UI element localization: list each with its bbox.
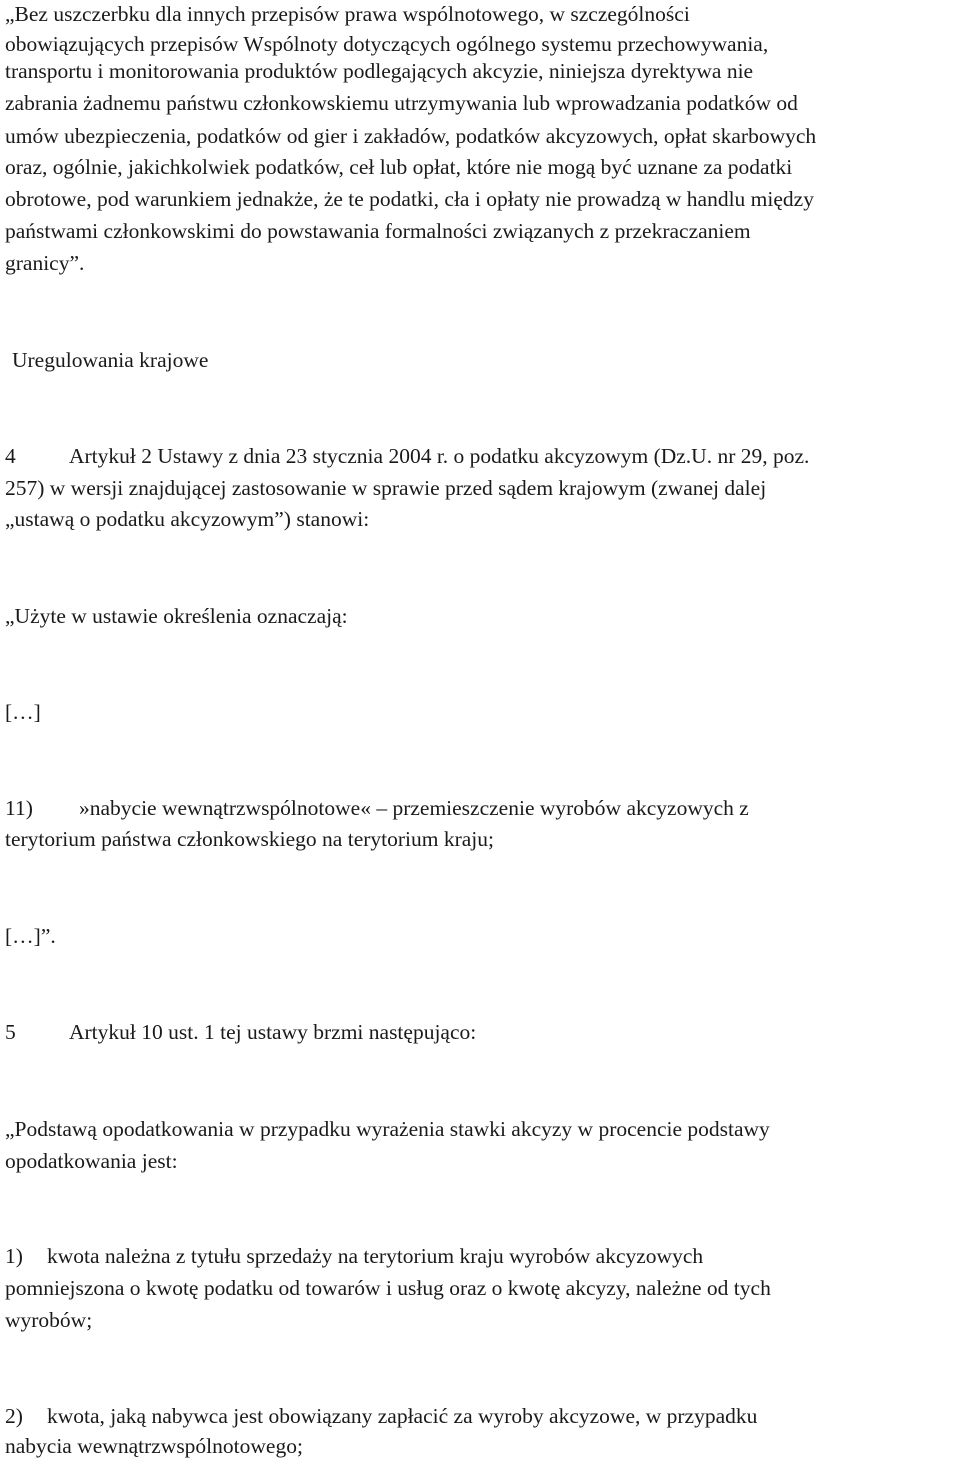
text-line: obrotowe, pod warunkiem jednakże, że te podatki, cła i opłaty nie prowadzą w handlu między (5, 187, 814, 211)
quote-intro: „Użyte w ustawie określenia oznaczają: (5, 604, 348, 628)
section-text: Artykuł 10 ust. 1 tej ustawy brzmi następująco: (69, 1020, 477, 1044)
text-line: terytorium państwa członkowskiego na terytorium kraju; (5, 827, 494, 851)
section-heading: Uregulowania krajowe (12, 348, 209, 372)
text-line: „Podstawą opodatkowania w przypadku wyrażenia stawki akcyzy w procencie podstawy (5, 1117, 770, 1141)
section-number: 5 (5, 1020, 16, 1044)
item-number: 1) (5, 1244, 23, 1268)
text-line: pomniejszona o kwotę podatku od towarów i usług oraz o kwotę akcyzy, należne od tych (5, 1276, 771, 1300)
text-line: transportu i monitorowania produktów podlegających akcyzie, niniejsza dyrektywa nie (5, 59, 754, 83)
item-text: kwota, jaką nabywca jest obowiązany zapłacić za wyroby akcyzowe, w przypadku (47, 1404, 758, 1428)
item-number: 11) (5, 796, 33, 820)
text-line: obowiązujących przepisów Wspólnoty dotyczących ogólnego systemu przechowywania, (5, 32, 769, 56)
text-line: nabycia wewnątrzwspólnotowego; (5, 1434, 303, 1458)
text-line: państwami członkowskimi do powstawania formalności związanych z przekraczaniem (5, 219, 751, 243)
text-line: opodatkowania jest: (5, 1149, 178, 1173)
text-line: umów ubezpieczenia, podatków od gier i zakładów, podatków akcyzowych, opłat skarbowych (5, 124, 817, 148)
text-line: „ustawą o podatku akcyzowym”) stanowi: (5, 507, 370, 531)
section-text: Artykuł 2 Ustawy z dnia 23 stycznia 2004 r. o podatku akcyzowym (Dz.U. nr 29, poz. (69, 444, 810, 468)
section-number: 4 (5, 444, 16, 468)
text-line (5, 1402, 757, 1430)
text-line (5, 1242, 703, 1270)
item-text: »nabycie wewnątrzwspólnotowe« – przemieszczenie wyrobów akcyzowych z (79, 796, 749, 820)
text-line: 257) w wersji znajdującej zastosowanie w sprawie przed sądem krajowym (zwanej dalej (5, 476, 767, 500)
item-number: 2) (5, 1404, 23, 1428)
item-text: kwota należna z tytułu sprzedaży na terytorium kraju wyrobów akcyzowych (47, 1244, 704, 1268)
ellipsis: […] (5, 700, 41, 724)
text-line (5, 794, 749, 822)
text-line: oraz, ogólnie, jakichkolwiek podatków, ceł lub opłat, które nie mogą być uznane za podatki (5, 155, 793, 179)
text-line: granicy”. (5, 251, 85, 275)
text-line (5, 442, 809, 470)
text-line: „Bez uszczerbku dla innych przepisów prawa wspólnotowego, w szczególności (5, 2, 690, 26)
ellipsis: […]”. (5, 924, 56, 948)
text-line: zabrania żadnemu państwu członkowskiemu utrzymywania lub wprowadzania podatków od (5, 91, 798, 115)
text-line: wyrobów; (5, 1308, 93, 1332)
section-5 (5, 1018, 476, 1046)
